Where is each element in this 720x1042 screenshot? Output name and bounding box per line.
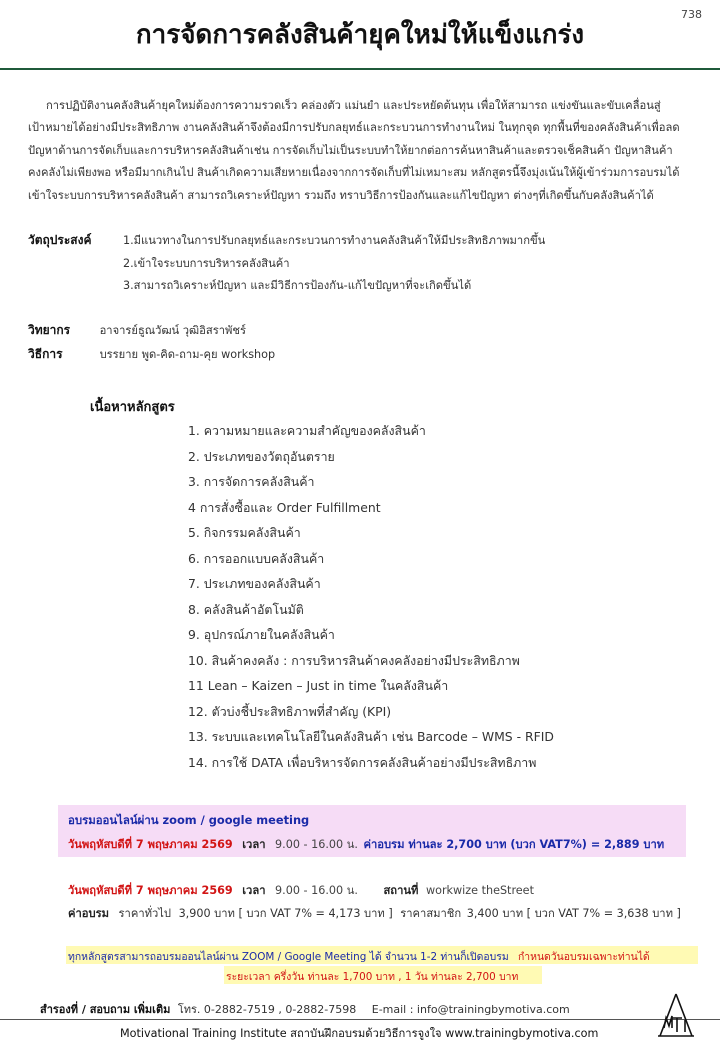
online-date: วันพฤหัสบดีที่ 7 พฤษภาคม 2569 bbox=[68, 838, 233, 851]
intro-line: คงคลังไม่เพียงพอ หรือมีมากเกินไป สินค้าเกิดความเสียหายเนื่องจากการจัดเก็บที่ไม่เหมาะสม หลักสูตรนี้จึงมุ่งเน้นให้ผู้เข้าร่วมการอบรมได้ bbox=[28, 166, 680, 180]
onsite-time: 9.00 - 16.00 น. bbox=[275, 884, 358, 897]
promo-price-line: ระยะเวลา ครึ่งวัน ท่านละ 1,700 บาท , 1 วัน ท่านละ 2,700 บาท bbox=[226, 971, 519, 983]
course-item: 14. การใช้ DATA เพื่อบริหารจัดการคลังสินค้าอย่างมีประสิทธิภาพ bbox=[188, 754, 537, 770]
onsite-date: วันพฤหัสบดีที่ 7 พฤษภาคม 2569 bbox=[68, 884, 233, 897]
intro-line: ปัญหาด้านการจัดเก็บและการบริหารคลังสินค้าเช่น การจัดเก็บไม่เป็นระบบทำให้ยากต่อการค้นหาสินค้าและตรวจเช็คสินค้า ปัญหาสินค้า bbox=[28, 143, 673, 157]
intro-line: เข้าใจระบบการบริหารคลังสินค้า สามารถวิเคราะห์ปัญหา รวมถึง ทราบวิธีการป้องกันและแก้ไขปัญหา ต่างๆที่เกิดขึ้นกับคลังสินค้าได้ bbox=[28, 188, 654, 202]
course-item: 6. การออกแบบคลังสินค้า bbox=[188, 550, 325, 566]
contact-email[interactable]: E-mail : info@trainingbymotiva.com bbox=[371, 1003, 570, 1016]
course-item: 8. คลังสินค้าอัตโนมัติ bbox=[188, 601, 304, 617]
mti-logo bbox=[656, 992, 696, 1038]
onsite-schedule bbox=[68, 881, 534, 899]
method-row bbox=[28, 345, 275, 364]
course-item: 3. การจัดการคลังสินค้า bbox=[188, 474, 315, 489]
method-label: วิธีการ bbox=[28, 347, 63, 361]
course-item: 1. ความหมายและความสำคัญของคลังสินค้า bbox=[188, 423, 426, 438]
footer-text: Motivational Training Institute สถาบันฝึกอบรมด้วยวิธีการจูงใจ www.trainingbymotiva.com bbox=[120, 1027, 599, 1040]
title-divider bbox=[0, 68, 720, 70]
method-value: บรรยาย พูด-คิด-ถาม-คุย workshop bbox=[99, 348, 276, 361]
objective-item: 1.มีแนวทางในการปรับกลยุทธ์และกระบวนการทำงานคลังสินค้าให้มีประสิทธิภาพมากขึ้น bbox=[123, 234, 546, 247]
course-item: 12. ตัวบ่งชี้ประสิทธิภาพที่สำคัญ (KPI) bbox=[188, 703, 392, 719]
speaker-name: อาจารย์ธูณวัฒน์ วุฒิอิสราพัชร์ bbox=[99, 324, 246, 337]
online-schedule bbox=[68, 835, 664, 853]
objectives-list bbox=[123, 231, 545, 299]
course-item: 5. กิจกรรมคลังสินค้า bbox=[188, 525, 301, 540]
online-time: 9.00 - 16.00 น. bbox=[275, 838, 358, 851]
course-item: 10. สินค้าคงคลัง : การบริหารสินค้าคงคลังอย่างมีประสิทธิภาพ bbox=[188, 652, 520, 668]
fee-label: ค่าอบรม bbox=[68, 907, 109, 920]
course-item: 2. ประเภทของวัตถุอันตราย bbox=[188, 448, 335, 464]
general-price: 3,900 บาท [ บวก VAT 7% = 4,173 บาท ] bbox=[178, 907, 393, 920]
venue-label: สถานที่ bbox=[383, 884, 419, 897]
contact-phone[interactable]: โทร. 0-2882-7519 , 0-2882-7598 bbox=[177, 1003, 357, 1016]
course-list bbox=[188, 420, 554, 777]
venue-value: workwize theStreet bbox=[425, 884, 534, 897]
promo-line bbox=[68, 948, 650, 965]
objective-item: 2.เข้าใจระบบการบริหารคลังสินค้า bbox=[123, 256, 290, 270]
contact-label: สำรองที่ / สอบถาม เพิ่มเติม bbox=[40, 1003, 171, 1016]
promo-custom-date: กำหนดวันอบรมเฉพาะท่านได้ bbox=[517, 951, 650, 963]
course-item: 7. ประเภทของคลังสินค้า bbox=[188, 576, 321, 591]
intro-paragraph bbox=[28, 95, 698, 207]
speaker-label: วิทยากร bbox=[28, 323, 71, 337]
course-item: 11 Lean – Kaizen – Just in time ในคลังสินค้า bbox=[188, 678, 449, 693]
course-item: 13. ระบบและเทคโนโลยีในคลังสินค้า เช่น Barcode – WMS - RFID bbox=[188, 729, 554, 744]
objective-item: 3.สามารถวิเคราะห์ปัญหา และมีวิธีการป้องกัน-แก้ไขปัญหาที่จะเกิดขึ้นได้ bbox=[123, 279, 472, 292]
general-price-label: ราคาทั่วไป bbox=[118, 907, 171, 920]
contact-row bbox=[40, 1000, 570, 1018]
page-title: การจัดการคลังสินค้ายุคใหม่ให้แข็งแกร่ง bbox=[135, 20, 585, 50]
intro-line: การปฏิบัติงานคลังสินค้ายุคใหม่ต้องการความรวดเร็ว คล่องตัว แม่นยำ และประหยัดต้นทุน เพื่อให้สามารถ แข่งขันและขับเคลื่อนสู่ bbox=[46, 99, 661, 112]
promo-text: ทุกหลักสูตรสามารถอบรมออนไลน์ผ่าน ZOOM / Google Meeting ได้ จำนวน 1-2 ท่านก็เปิดอบรม bbox=[68, 951, 509, 963]
course-heading: เนื้อหาหลักสูตร bbox=[90, 400, 175, 415]
member-price: 3,400 บาท [ บวก VAT 7% = 3,638 บาท ] bbox=[466, 907, 681, 920]
course-item: 4 การสั่งซื้อและ Order Fulfillment bbox=[188, 499, 381, 515]
objectives-label: วัตถุประสงค์ bbox=[28, 233, 92, 247]
member-price-label: ราคาสมาชิก bbox=[400, 907, 462, 920]
intro-line: เป้าหมายได้อย่างมีประสิทธิภาพ งานคลังสินค้าจึงต้องมีการปรับกลยุทธ์และกระบวนการทำงานใหม่ ในทุกจุด ทุกพื้นที่ของคลังสินค้าเพื่อลด bbox=[28, 121, 680, 135]
online-title: อบรมออนไลน์ผ่าน zoom / google meeting bbox=[68, 813, 310, 827]
online-fee: ค่าอบรม ท่านละ 2,700 บาท (บวก VAT7%) = 2,889 บาท bbox=[363, 838, 665, 851]
onsite-fees bbox=[68, 904, 681, 922]
footer-divider bbox=[0, 1019, 720, 1020]
onsite-time-label: เวลา bbox=[242, 884, 266, 897]
page-number: 738 bbox=[681, 8, 702, 21]
online-time-label: เวลา bbox=[242, 838, 266, 851]
course-item: 9. อุปกรณ์ภายในคลังสินค้า bbox=[188, 627, 335, 642]
speaker-row bbox=[28, 321, 246, 340]
